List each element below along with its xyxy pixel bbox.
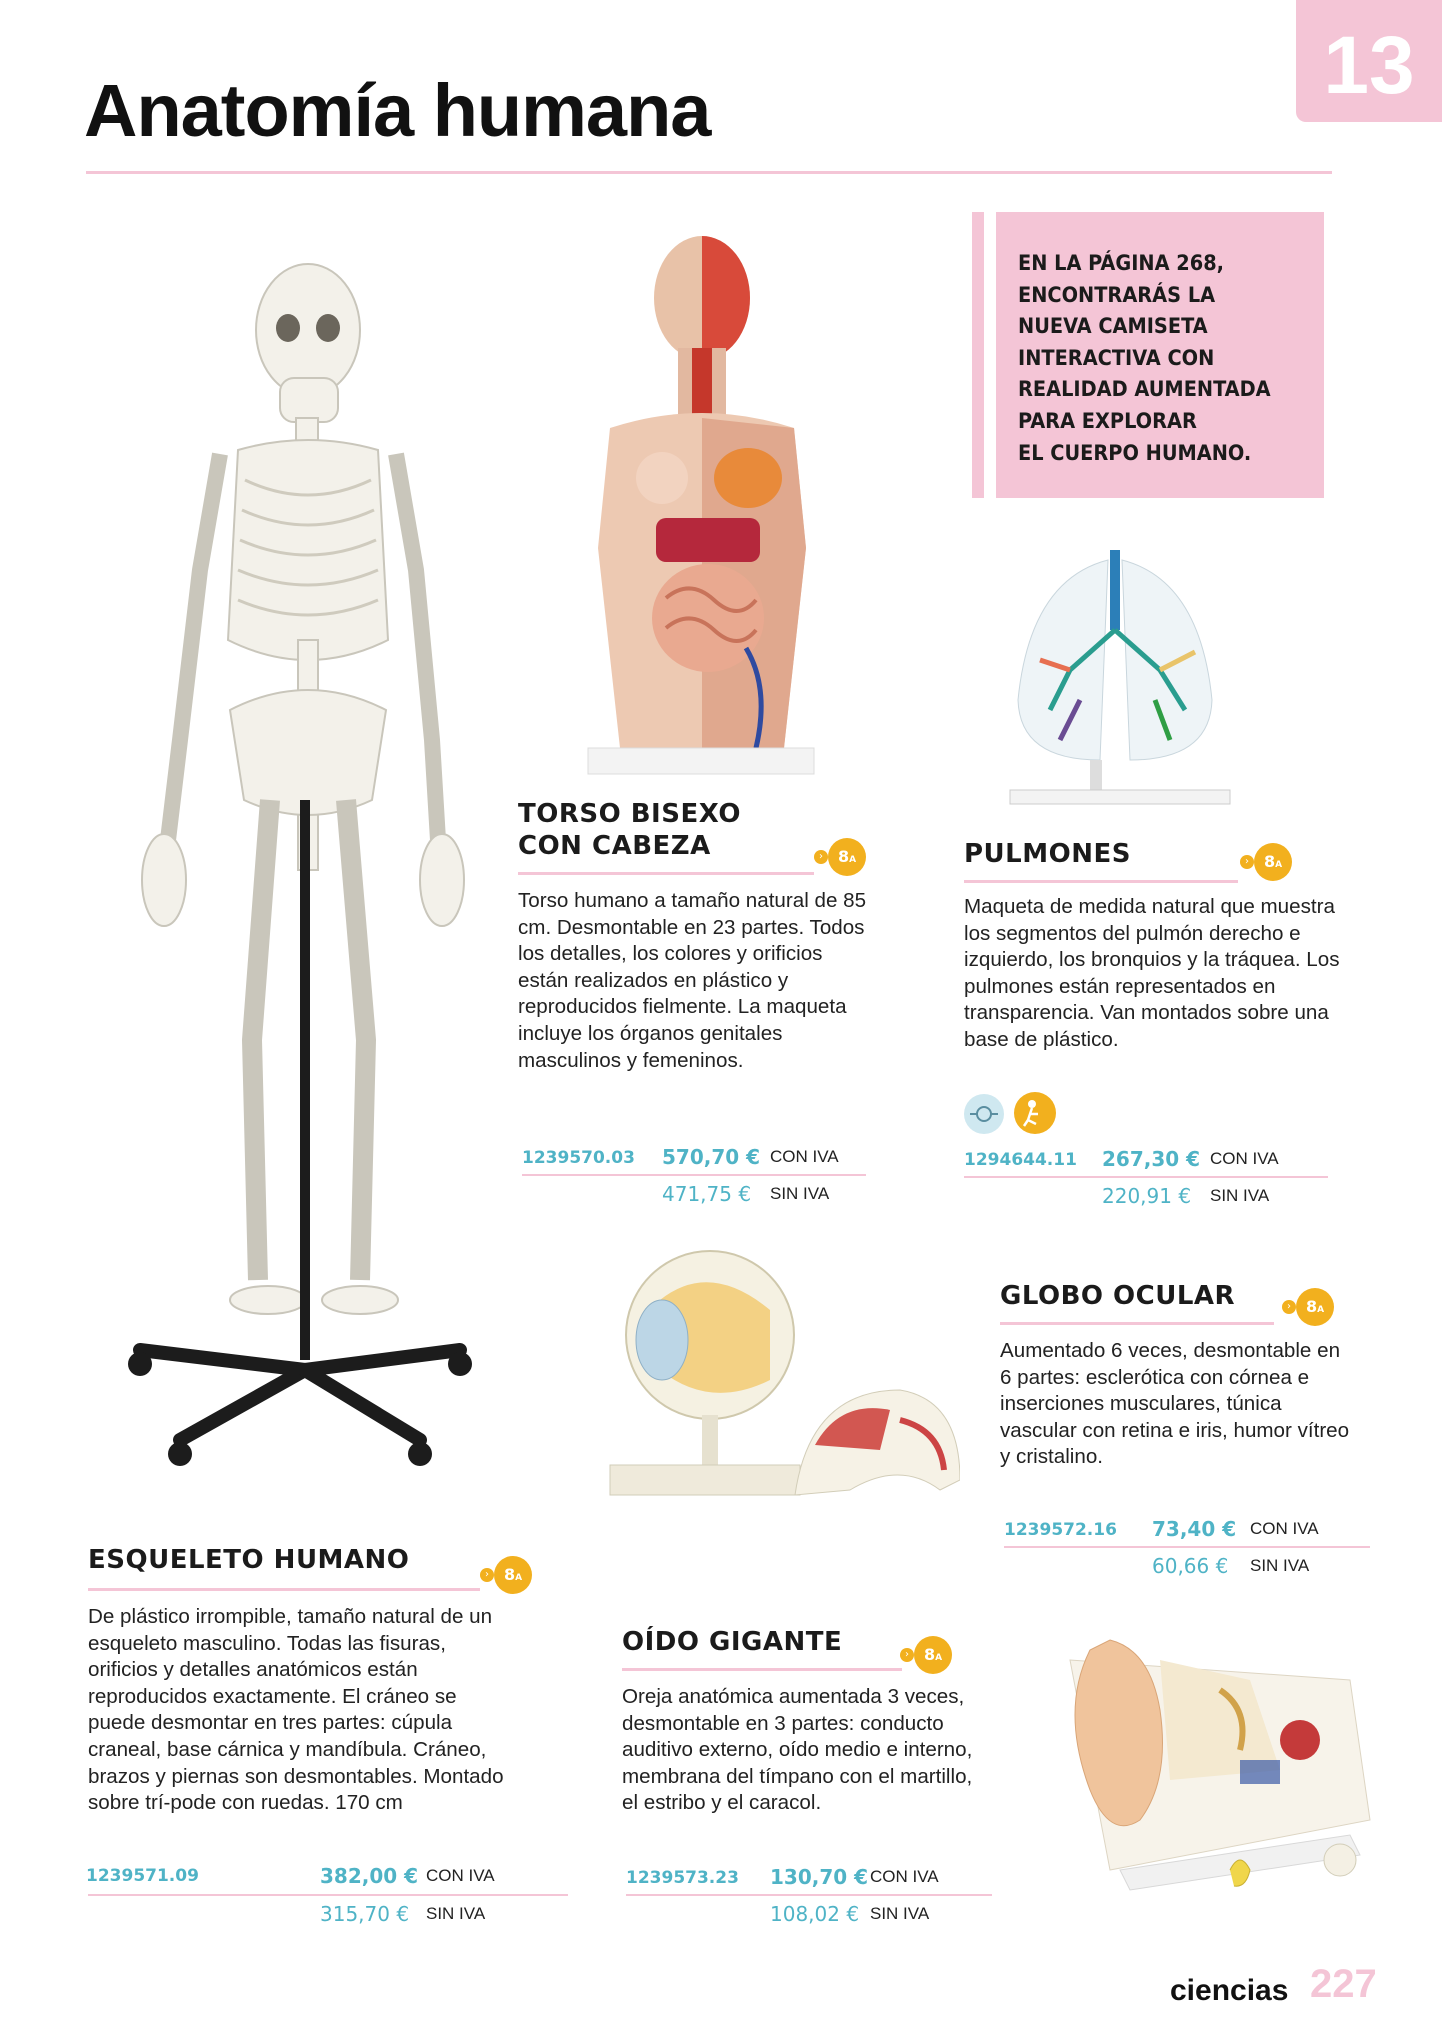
arrow-icon: › [814,850,828,864]
age-badge [828,838,866,876]
con-iva-label: CON IVA [426,1866,495,1885]
oido-code: 1239573.23 [626,1868,739,1888]
globo-price-con: 73,40 € [1152,1517,1237,1541]
oido-description: Oreja anatómica aumentada 3 veces, desmontable en 3 partes: conducto auditivo externo, oído medio e interno, membrana del tímpano con el martillo, el estribo y el caracol. [622,1685,973,1815]
magnifier-icon [964,1094,1004,1134]
torso-description: Torso humano a tamaño natural de 85 cm. Desmontable en 23 partes. Todos los detalles, los colores y orificios están realizados en plástico y reproducidos fielmente. La maqueta incluye los órganos genitales masculinos y femeninos. [518,889,867,1072]
pulmones-description: Maqueta de medida natural que muestra los segmentos del pulmón derecho e izquierdo, los bronquios y la tráquea. Los pulmones están representados en transparencia. Van montados sobre una base de plástico. [964,895,1340,1051]
price-divider [1004,1546,1370,1548]
ear-image [1050,1620,1380,1900]
arrow-icon: › [900,1648,914,1662]
arrow-icon: › [480,1568,494,1582]
esqueleto-title: ESQUELETO HUMANO [88,1545,410,1575]
globo-price-sin: 60,66 € [1152,1554,1229,1578]
torso-code: 1239570.03 [522,1148,635,1168]
page-number: 227 [1310,1962,1377,2006]
sin-iva-label: SIN IVA [870,1904,930,1923]
age-unit: A [515,1573,523,1583]
pulmones-price-con: 267,30 € [1102,1147,1201,1171]
esqueleto-price-con: 382,00 € [320,1864,419,1888]
activity-icon [1014,1092,1056,1134]
esqueleto-price-sin: 315,70 € [320,1902,410,1926]
ar-callout [996,212,1324,498]
torso-title-rule [518,872,814,875]
callout-line: REALIDAD AUMENTADA [1018,377,1271,403]
price-divider [626,1894,992,1896]
lungs-image [990,540,1240,810]
arrow-icon: › [1282,1300,1296,1314]
torso-title-line: TORSO BISEXO [518,799,741,829]
callout-accent-bar [972,212,984,498]
age-unit: A [849,855,857,865]
price-divider [964,1176,1328,1178]
callout-line: EL CUERPO HUMANO. [1018,440,1252,466]
eyeball-image [600,1240,960,1520]
con-iva-label: CON IVA [770,1147,839,1166]
age-unit: A [935,1653,943,1663]
age-badge [494,1556,532,1594]
callout-line: PARA EXPLORAR [1018,408,1197,434]
con-iva-label: CON IVA [870,1867,939,1886]
torso-price-con: 570,70 € [662,1145,761,1169]
arrow-icon: › [1240,855,1254,869]
age-number: 8 [837,847,850,866]
oido-title-rule [622,1668,902,1671]
torso-title [518,798,741,862]
con-iva-label: CON IVA [1250,1519,1319,1538]
oido-title: OÍDO GIGANTE [622,1627,843,1657]
sin-iva-label: SIN IVA [426,1904,486,1923]
age-number: 8 [503,1565,516,1584]
age-number: 8 [1305,1297,1318,1316]
torso-image [570,228,830,788]
globo-title-rule [1000,1322,1274,1325]
age-unit: A [1275,860,1283,870]
callout-line: ENCONTRARÁS LA [1018,282,1216,308]
esqueleto-title-rule [88,1588,480,1591]
pulmones-price-sin: 220,91 € [1102,1184,1192,1208]
sin-iva-label: SIN IVA [1210,1186,1270,1205]
age-number: 8 [1263,852,1276,871]
age-badge [914,1636,952,1674]
pulmones-title-rule [964,880,1238,883]
esqueleto-code: 1239571.09 [86,1866,199,1886]
callout-line: INTERACTIVA CON [1018,345,1215,371]
price-divider [522,1174,866,1176]
age-badge [1254,843,1292,881]
esqueleto-description: De plástico irrompible, tamaño natural de un esqueleto masculino. Todas las fisuras, orificios y detalles anatómicos están reproducidos exactamente. El cráneo se puede desmontar en tres partes: cúpula craneal, base cárnica y mandíbula. Cráneo, brazos y piernas son desmontables. Montado sobre trí-pode con ruedas. 170 cm [88,1605,504,1815]
pulmones-code: 1294644.11 [964,1150,1077,1170]
torso-title-line: CON CABEZA [518,831,711,861]
globo-code: 1239572.16 [1004,1520,1117,1540]
age-unit: A [1317,1305,1325,1315]
pulmones-title: PULMONES [964,839,1131,869]
page-title: Anatomía humana [84,69,711,152]
age-number: 8 [923,1645,936,1664]
globo-title: GLOBO OCULAR [1000,1281,1236,1311]
globo-description: Aumentado 6 veces, desmontable en 6 partes: esclerótica con córnea e inserciones musculares, túnica vascular con retina e iris, humor vítreo y cristalino. [1000,1339,1350,1469]
price-divider [88,1894,568,1896]
chapter-tab: 13 [1296,0,1442,122]
title-divider [86,171,1332,174]
oido-price-sin: 108,02 € [770,1902,860,1926]
sin-iva-label: SIN IVA [770,1184,830,1203]
oido-price-con: 130,70 € [770,1865,869,1889]
torso-price-sin: 471,75 € [662,1182,752,1206]
callout-line: EN LA PÁGINA 268, [1018,251,1225,276]
section-name: ciencias [1170,1974,1289,2007]
callout-line: NUEVA CAMISETA [1018,314,1208,340]
con-iva-label: CON IVA [1210,1149,1279,1168]
age-badge [1296,1288,1334,1326]
sin-iva-label: SIN IVA [1250,1556,1310,1575]
skeleton-image [120,240,480,1520]
